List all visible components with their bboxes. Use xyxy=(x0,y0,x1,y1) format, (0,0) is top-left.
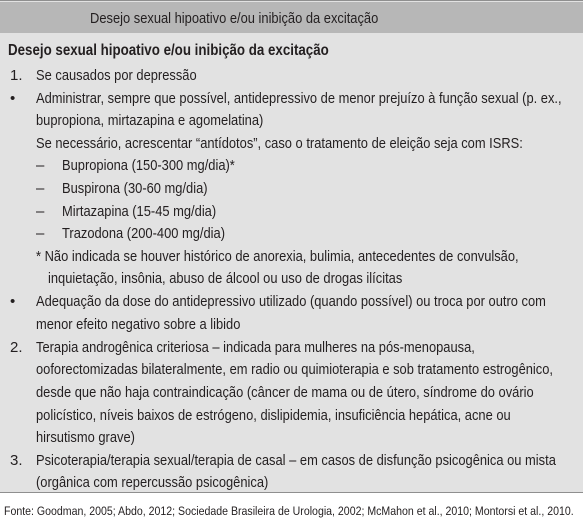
drug-item-2: Buspirona (30-60 mg/dia) xyxy=(62,180,208,197)
list-number-3: 3. xyxy=(10,452,23,469)
bullet-1: • xyxy=(10,90,16,107)
drug-item-1: Bupropiona (150-300 mg/dia)* xyxy=(62,157,235,174)
list-item-3-line-1: Psicoterapia/terapia sexual/terapia de casal – em casos de disfunção psicogênica ou mista xyxy=(36,452,556,469)
bullet-1-line-3: Se necessário, acrescentar “antídotos”, caso o tratamento de eleição seja com ISRS: xyxy=(36,135,523,152)
bullet-2-line-1: Adequação da dose do antidepressivo utilizado (quando possível) ou troca por outro com xyxy=(36,293,546,310)
footnote-line-2: inquietação, insônia, abuso de álcool ou uso de drogas ilícitas xyxy=(48,270,403,287)
drug-item-3: Mirtazapina (15-45 mg/dia) xyxy=(62,203,217,220)
source-note: Fonte: Goodman, 2005; Abdo, 2012; Sociedade Brasileira de Urologia, 2002; McMahon et al., 2010; Montorsi et al., 2010. xyxy=(4,504,574,518)
bullet-2: • xyxy=(10,293,16,310)
list-item-2-line-1: Terapia androgênica criteriosa – indicada para mulheres na pós-menopausa, xyxy=(36,339,475,356)
table-header-title: Desejo sexual hipoativo e/ou inibição da excitação xyxy=(90,10,379,27)
dash-4: – xyxy=(36,225,45,242)
footnote-line-1: * Não indicada se houver histórico de anorexia, bulimia, antecedentes de convulsão, xyxy=(36,248,519,265)
bullet-1-line-2: bupropiona, mirtazapina e agomelatina) xyxy=(36,112,264,129)
dash-1: – xyxy=(36,157,45,174)
section-title: Desejo sexual hipoativo e/ou inibição da excitação xyxy=(8,42,329,59)
list-item-2-line-5: hirsutismo grave) xyxy=(36,429,135,446)
list-item-2-line-4: policístico, níveis baixos de estrógeno, dislipidemia, insuficiência hepática, acne ou xyxy=(36,407,511,424)
list-item-3-line-2: (orgânica com repercussão psicogênica) xyxy=(36,474,269,491)
list-number-1: 1. xyxy=(10,67,23,84)
list-item-2-line-2: ooforectomizadas bilateralmente, em radio ou quimioterapia e sob tratamento estrogênico, xyxy=(36,361,554,378)
dash-3: – xyxy=(36,203,45,220)
list-item-1: Se causados por depressão xyxy=(36,67,197,84)
list-number-2: 2. xyxy=(10,339,23,356)
table-header xyxy=(0,2,583,33)
bullet-1-line-1: Administrar, sempre que possível, antidepressivo de menor prejuízo à função sexual (p. ex., xyxy=(36,90,562,107)
dash-2: – xyxy=(36,180,45,197)
bullet-2-line-2: menor efeito negativo sobre a libido xyxy=(36,316,241,333)
list-item-2-line-3: desde que não haja contraindicação (câncer de mama ou de útero, síndrome do ovário xyxy=(36,384,534,401)
drug-item-4: Trazodona (200-400 mg/dia) xyxy=(62,225,226,242)
